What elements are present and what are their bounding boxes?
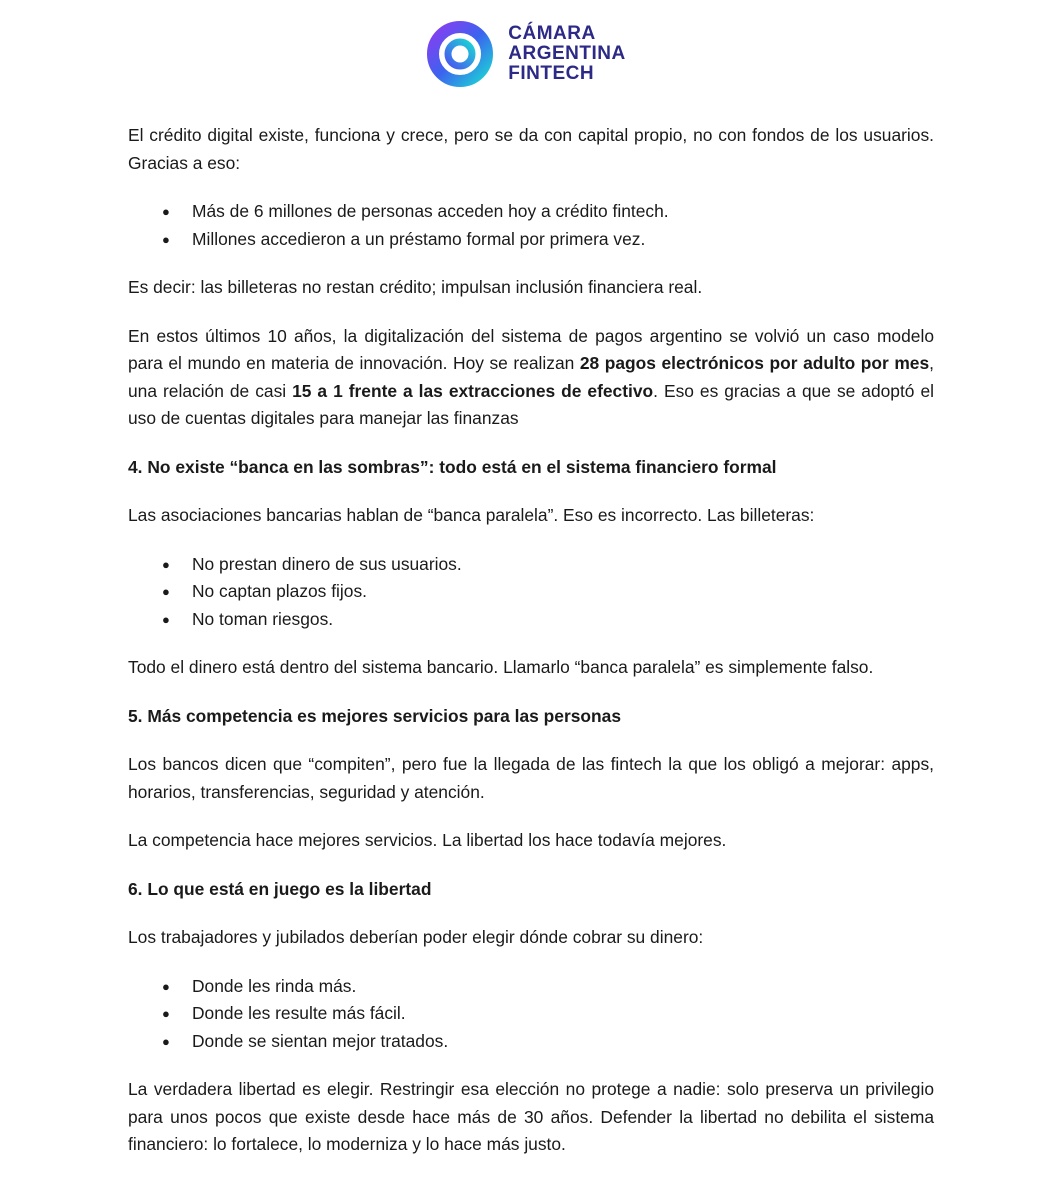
bullet-icon: ● [162, 611, 170, 627]
logo-line-3: FINTECH [508, 63, 595, 84]
logo-wordmark [508, 24, 625, 84]
section-5-paragraph: Los bancos dicen que “compiten”, pero fue la llegada de las fintech la que los obligó a mejorar: apps, horarios, transferencias, seguridad y atención. [128, 754, 934, 802]
section-4-intro: Las asociaciones bancarias hablan de “banca paralela”. Eso es incorrecto. Las billeteras: [128, 505, 815, 525]
section-6-intro: Los trabajadores y jubilados deberían poder elegir dónde cobrar su dinero: [128, 927, 704, 947]
list-item: ● No prestan dinero de sus usuarios. [128, 551, 934, 579]
bullet-icon: ● [162, 584, 170, 599]
bullet-icon: ● [162, 204, 170, 219]
payments-highlight: 28 pagos electrónicos por adulto por mes [579, 353, 930, 373]
inclusion-paragraph: Es decir: las billeteras no restan crédito; impulsan inclusión financiera real. [128, 277, 703, 297]
section-4-heading: 4. No existe “banca en las sombras”: todo está en el sistema financiero formal [128, 456, 777, 477]
bullet-icon: ● [162, 556, 170, 572]
bullet-icon: ● [162, 1033, 170, 1049]
ratio-highlight: 15 a 1 frente a las extracciones de efectivo [292, 380, 654, 401]
section-6-bullet-list [128, 973, 934, 1056]
bullet-icon: ● [162, 231, 170, 247]
logo-line-2: ARGENTINA [508, 43, 626, 64]
section-4-conclusion: Todo el dinero está dentro del sistema bancario. Llamarlo “banca paralela” es simplemente falso. [128, 657, 874, 677]
bullet-icon: ● [162, 978, 170, 994]
organization-logo [426, 20, 625, 88]
concentric-circle-logo-icon [426, 20, 494, 88]
section-4-bullet-list [128, 551, 934, 634]
section-6-conclusion: La verdadera libertad es elegir. Restringir esa elección no protege a nadie: solo preserva un privilegio para unos pocos que existe desde hace más de 30 años. Defender la libertad no debilita el sistema financiero: lo fortalece, lo moderniza y lo hace más justo. [128, 1079, 934, 1154]
list-item: ● No captan plazos fijos. [128, 578, 934, 606]
intro-paragraph: El crédito digital existe, funciona y crece, pero se da con capital propio, no con fondos de los usuarios. Gracias a eso: [128, 125, 934, 173]
document-body [128, 122, 934, 1180]
list-item: ● Donde se sientan mejor tratados. [128, 1028, 934, 1056]
logo-line-1: CÁMARA [508, 23, 596, 44]
bullet-icon: ● [162, 1006, 170, 1021]
digitalization-paragraph: En estos últimos 10 años, la digitalización del sistema de pagos argentino se volvió un caso modelo para el mundo en materia de innovación. Hoy se realizan 28 pagos electrónicos por adulto por mes, una relación de casi 15 a 1 frente a las extracciones de efectivo. Eso es gracias a que se adoptó el uso de cuentas digitales para manejar las finanzas [128, 325, 934, 428]
list-item: ● No toman riesgos. [128, 606, 934, 634]
list-item: ● Millones accedieron a un préstamo formal por primera vez. [128, 226, 934, 254]
list-item: ● Más de 6 millones de personas acceden hoy a crédito fintech. [128, 198, 934, 226]
intro-bullet-list [128, 198, 934, 253]
document-header [0, 18, 1060, 90]
section-6-heading: 6. Lo que está en juego es la libertad [128, 878, 432, 899]
section-5-heading: 5. Más competencia es mejores servicios para las personas [128, 705, 621, 726]
list-item: ● Donde les resulte más fácil. [128, 1000, 934, 1028]
list-item: ● Donde les rinda más. [128, 973, 934, 1001]
section-5-conclusion: La competencia hace mejores servicios. La libertad los hace todavía mejores. [128, 830, 727, 850]
